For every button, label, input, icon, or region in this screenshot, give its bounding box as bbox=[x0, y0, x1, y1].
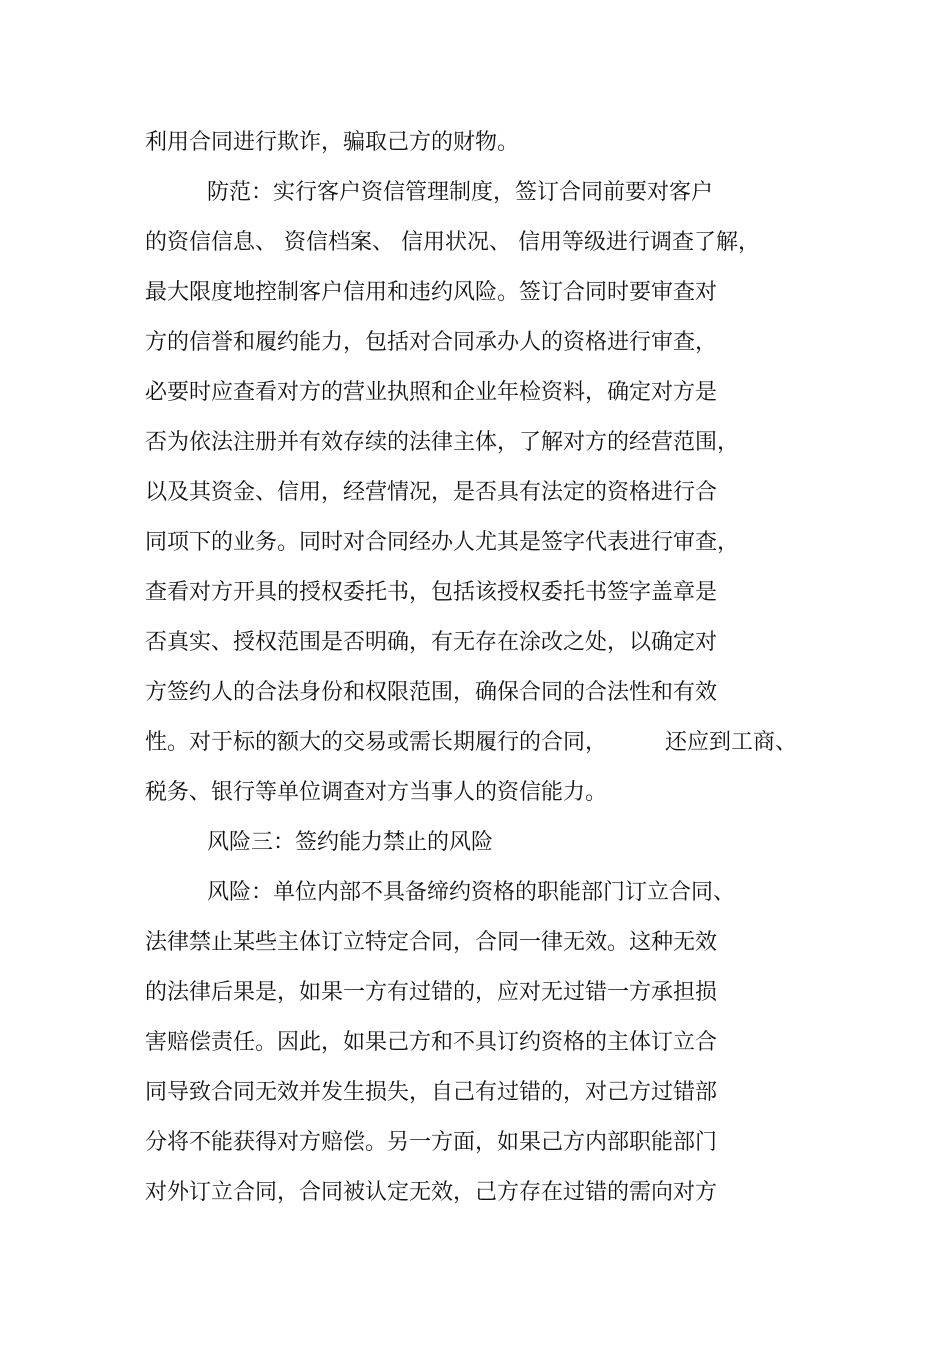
text-line-1: 利用合同进行欺诈，骗取己方的财物。 bbox=[145, 130, 520, 155]
text-line-17: 法律禁止某些主体订立特定合同，合同一律无效。这种无效 bbox=[145, 930, 718, 955]
text-line-20: 同导致合同无效并发生损失，自己有过错的，对己方过错部 bbox=[145, 1080, 718, 1105]
text-line-18: 的法律后果是，如果一方有过错的，应对无过错一方承担损 bbox=[145, 980, 718, 1005]
text-line-3: 的资信信息、 资信档案、 信用状况、 信用等级进行调查了解， bbox=[145, 230, 760, 255]
text-line-22: 对外订立合同，合同被认定无效，己方存在过错的需向对方 bbox=[145, 1180, 718, 1205]
text-line-16: 风险：单位内部不具备缔约资格的职能部门订立合同、 bbox=[207, 880, 736, 905]
text-line-4: 最大限度地控制客户信用和违约风险。签订合同时要审查对 bbox=[145, 280, 718, 305]
text-line-21: 分将不能获得对方赔偿。另一方面，如果己方内部职能部门 bbox=[145, 1130, 718, 1155]
text-line-11: 否真实、授权范围是否明确，有无存在涂改之处，以确定对 bbox=[145, 630, 718, 655]
text-line-7: 否为依法注册并有效存续的法律主体，了解对方的经营范围， bbox=[145, 430, 740, 455]
text-line-13 bbox=[145, 728, 797, 758]
text-line-12: 方签约人的合法身份和权限范围，确保合同的合法性和有效 bbox=[145, 680, 718, 705]
text-line-9: 同项下的业务。同时对合同经办人尤其是签字代表进行审查， bbox=[145, 530, 740, 555]
text-line-13-part-1: 性。对于标的额大的交易或需长期履行的合同， bbox=[145, 730, 608, 755]
text-line-14: 税务、银行等单位调查对方当事人的资信能力。 bbox=[145, 780, 608, 805]
text-line-5: 方的信誉和履约能力，包括对合同承办人的资格进行审查， bbox=[145, 330, 718, 355]
text-line-2: 防范：实行客户资信管理制度，签订合同前要对客户 bbox=[207, 180, 714, 205]
text-line-6: 必要时应查看对方的营业执照和企业年检资料，确定对方是 bbox=[145, 380, 718, 405]
text-line-10: 查看对方开具的授权委托书，包括该授权委托书签字盖章是 bbox=[145, 580, 718, 605]
text-line-19: 害赔偿责任。因此，如果己方和不具订约资格的主体订立合 bbox=[145, 1030, 718, 1055]
section-heading: 风险三：签约能力禁止的风险 bbox=[207, 830, 494, 855]
text-line-13-part-2: 还应到工商、 bbox=[665, 730, 798, 755]
text-line-8: 以及其资金、信用，经营情况，是否具有法定的资格进行合 bbox=[145, 480, 718, 505]
